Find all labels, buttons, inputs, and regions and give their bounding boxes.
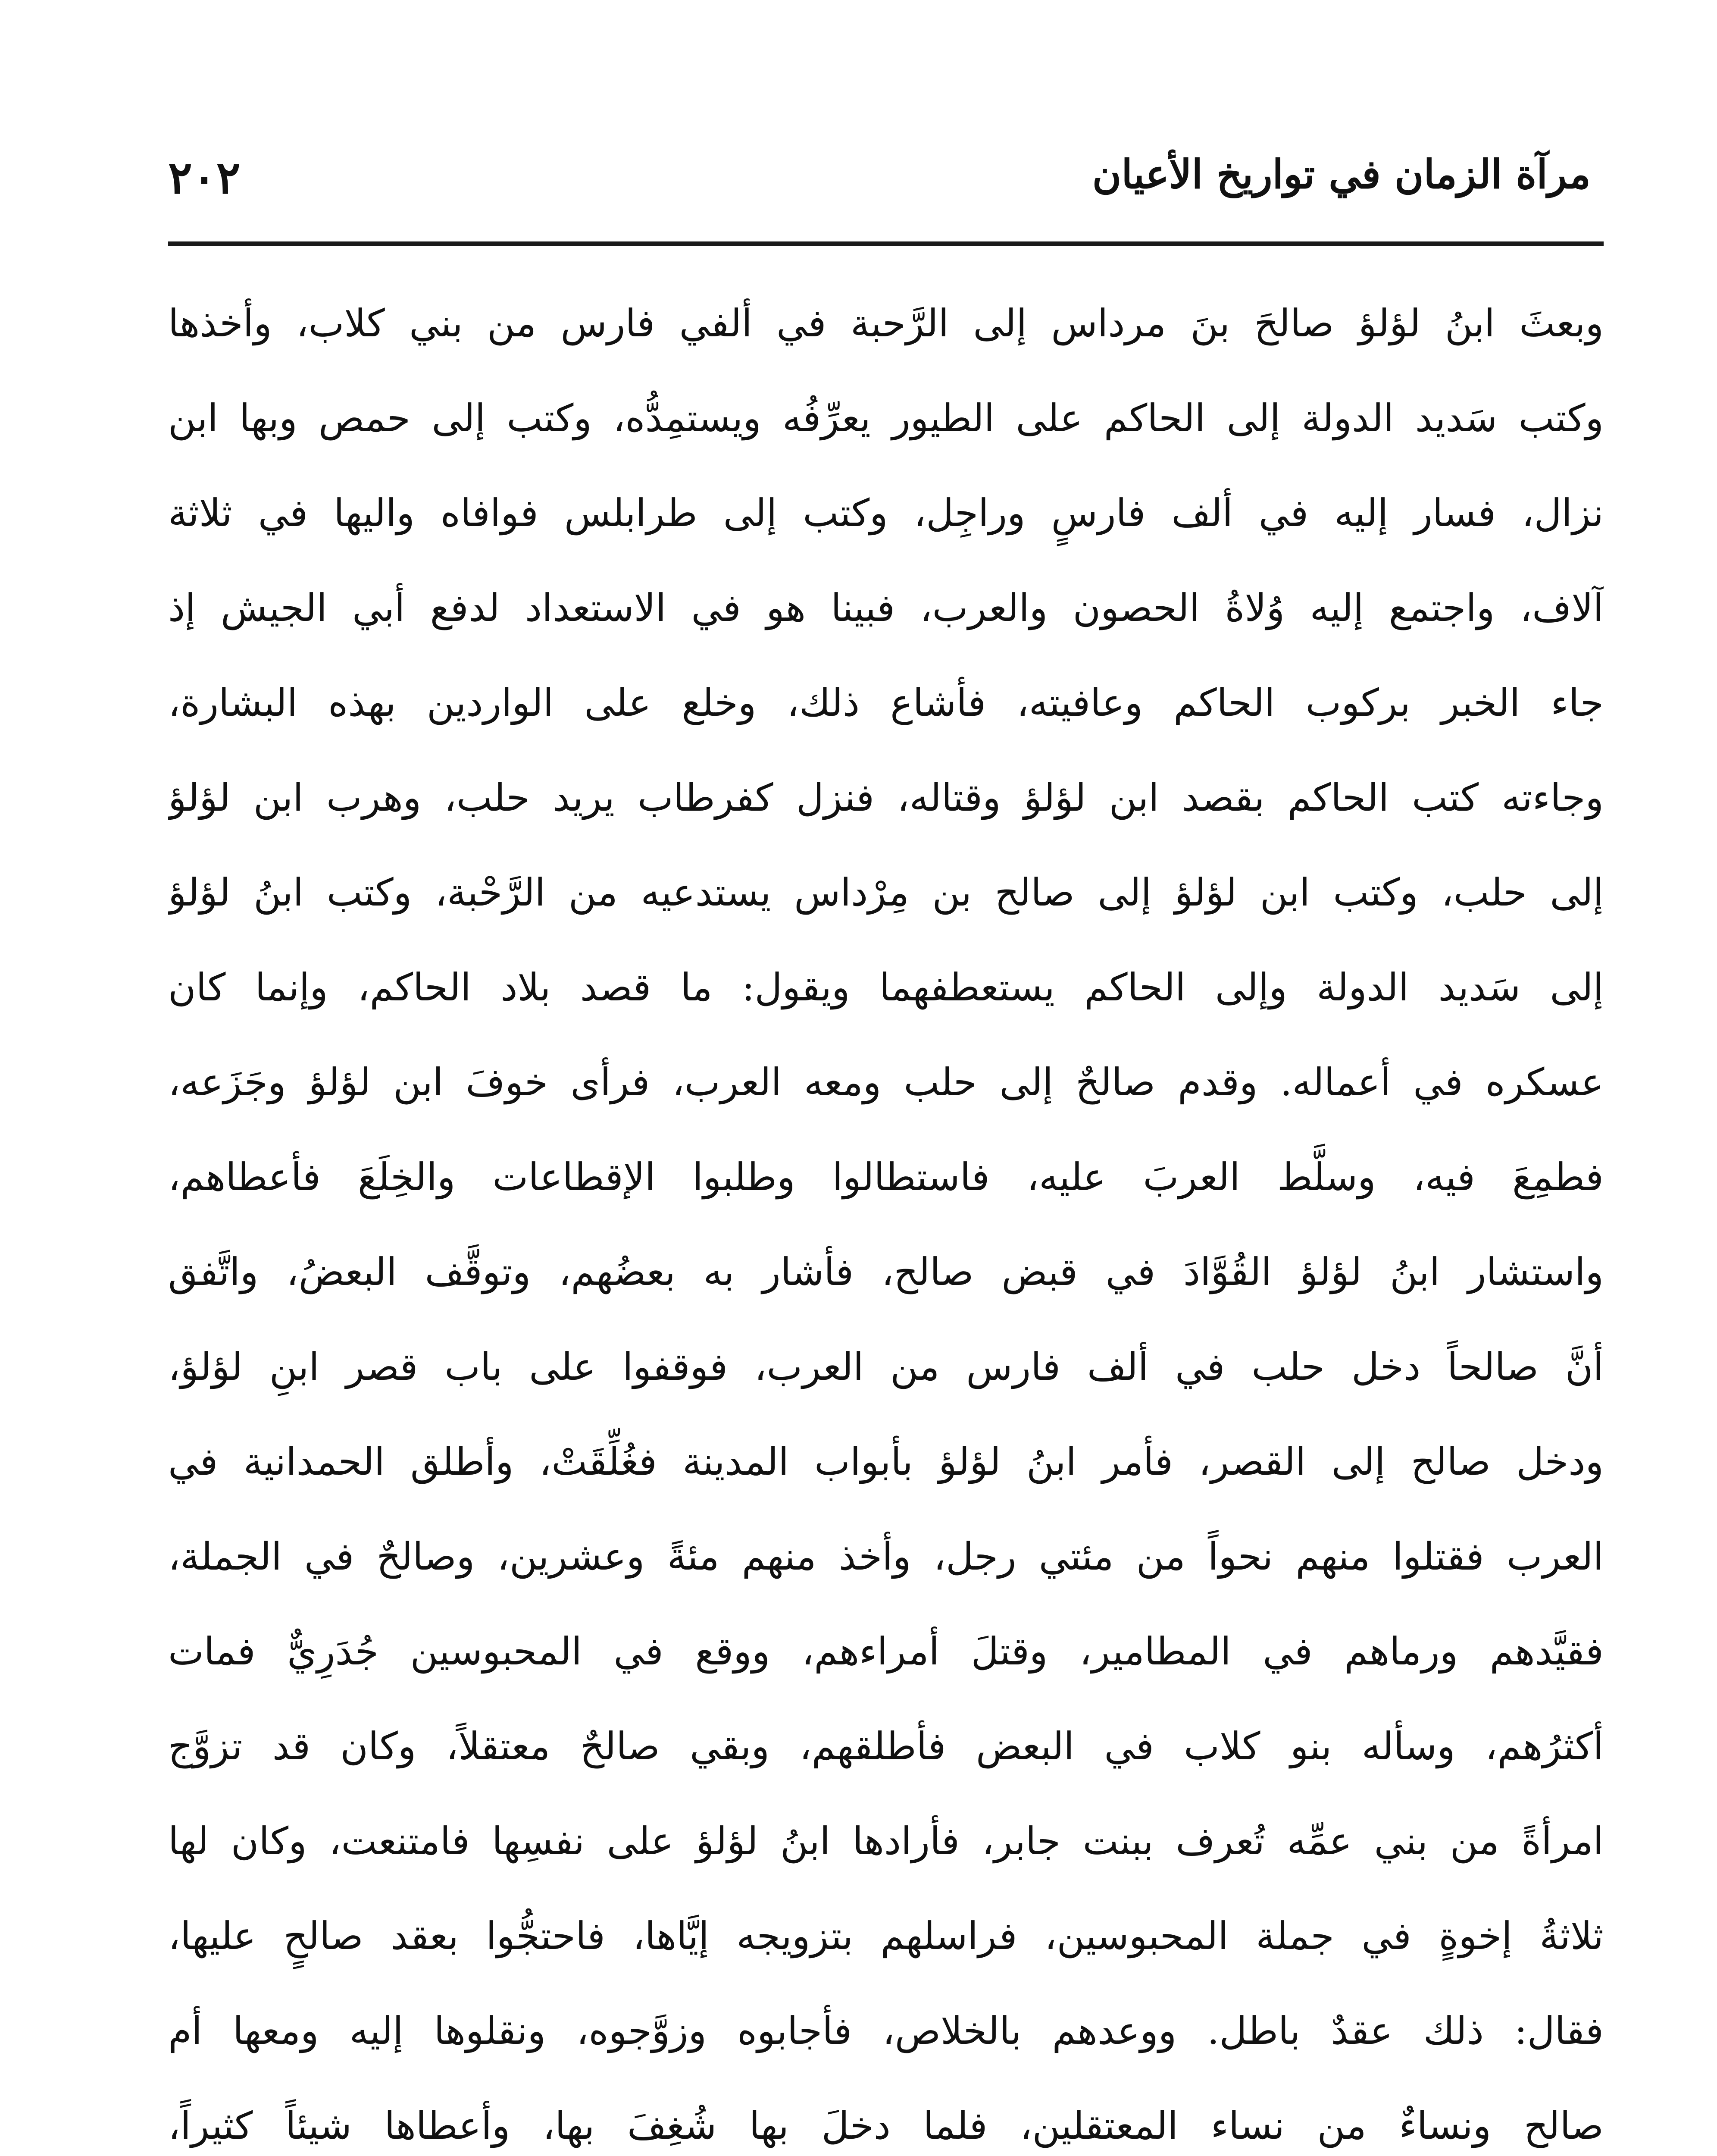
text-line: جاء الخبر بركوب الحاكم وعافيته، فأشاع ذلك، وخلع على الواردين بهذه البشارة،: [168, 680, 1604, 725]
text-line: آلاف، واجتمع إليه وُلاةُ الحصون والعرب، فبينا هو في الاستعداد لدفع أبي الجيش إذ: [168, 586, 1604, 630]
text-line: العرب فقتلوا منهم نحواً من مئتي رجل، وأخذ منهم مئةً وعشرين، وصالحٌ في الجملة،: [168, 1534, 1604, 1579]
text-line: ثلاثةُ إخوةٍ في جملة المحبوسين، فراسلهم بتزويجه إيَّاها، فاحتجُّوا بعقد صالحٍ عليها،: [168, 1914, 1604, 1958]
text-line: فقيَّدهم ورماهم في المطامير، وقتلَ أمراءهم، ووقع في المحبوسين جُدَرِيٌّ فمات: [168, 1629, 1604, 1673]
text-line: وجاءته كتب الحاكم بقصد ابن لؤلؤ وقتاله، فنزل كفرطاب يريد حلب، وهرب ابن لؤلؤ: [168, 775, 1604, 820]
text-line: نزال، فسار إليه في ألف فارسٍ وراجِل، وكتب إلى طرابلس فوافاه واليها في ثلاثة: [168, 491, 1604, 535]
text-line: أكثرُهم، وسأله بنو كلاب في البعض فأطلقهم، وبقي صالحٌ معتقلاً، وكان قد تزوَّج: [168, 1724, 1604, 1768]
page-header: [168, 142, 1591, 229]
text-line: أنَّ صالحاً دخل حلب في ألف فارس من العرب، فوقفوا على باب قصر ابنِ لؤلؤ،: [168, 1344, 1604, 1389]
text-line: إلى سَديد الدولة وإلى الحاكم يستعطفهما ويقول: ما قصد بلاد الحاكم، وإنما كان: [168, 965, 1604, 1009]
body-text: [168, 276, 1604, 2156]
page-number: ٢٠٢: [168, 151, 241, 204]
text-line: واستشار ابنُ لؤلؤ القُوَّادَ في قبض صالح، فأشار به بعضُهم، وتوقَّف البعضُ، واتَّفق: [168, 1250, 1604, 1294]
header-divider: [168, 241, 1604, 246]
text-line: صالح ونساءٌ من نساء المعتقلين، فلما دخلَ بها شُغِفَ بها، وأعطاها شيئاً كثيراً،: [168, 2103, 1604, 2148]
text-line: وكتب سَديد الدولة إلى الحاكم على الطيور يعرِّفُه ويستمِدُّه، وكتب إلى حمص وبها ابن: [168, 396, 1604, 440]
text-line: فطمِعَ فيه، وسلَّط العربَ عليه، فاستطالوا وطلبوا الإقطاعات والخِلَعَ فأعطاهم،: [168, 1155, 1604, 1199]
running-title: مرآة الزمان في تواريخ الأعيان: [1092, 151, 1591, 197]
text-line: وبعثَ ابنُ لؤلؤ صالحَ بنَ مرداس إلى الرَّحبة في ألفي فارس من بني كلاب، وأخذها: [168, 301, 1604, 345]
text-line: فقال: ذلك عقدٌ باطل. ووعدهم بالخلاص، فأجابوه وزوَّجوه، ونقلوها إليه ومعها أم: [168, 2009, 1604, 2053]
text-line: امرأةً من بني عمِّه تُعرف ببنت جابر، فأرادها ابنُ لؤلؤ على نفسِها فامتنعت، وكان لها: [168, 1819, 1604, 1863]
text-line: عسكره في أعماله. وقدم صالحٌ إلى حلب ومعه العرب، فرأى خوفَ ابن لؤلؤ وجَزَعه،: [168, 1060, 1604, 1104]
text-line: ودخل صالح إلى القصر، فأمر ابنُ لؤلؤ بأبواب المدينة فغُلِّقَتْ، وأطلق الحمدانية في: [168, 1439, 1604, 1484]
text-line: إلى حلب، وكتب ابن لؤلؤ إلى صالح بن مِرْداس يستدعيه من الرَّحْبة، وكتب ابنُ لؤلؤ: [168, 870, 1604, 915]
